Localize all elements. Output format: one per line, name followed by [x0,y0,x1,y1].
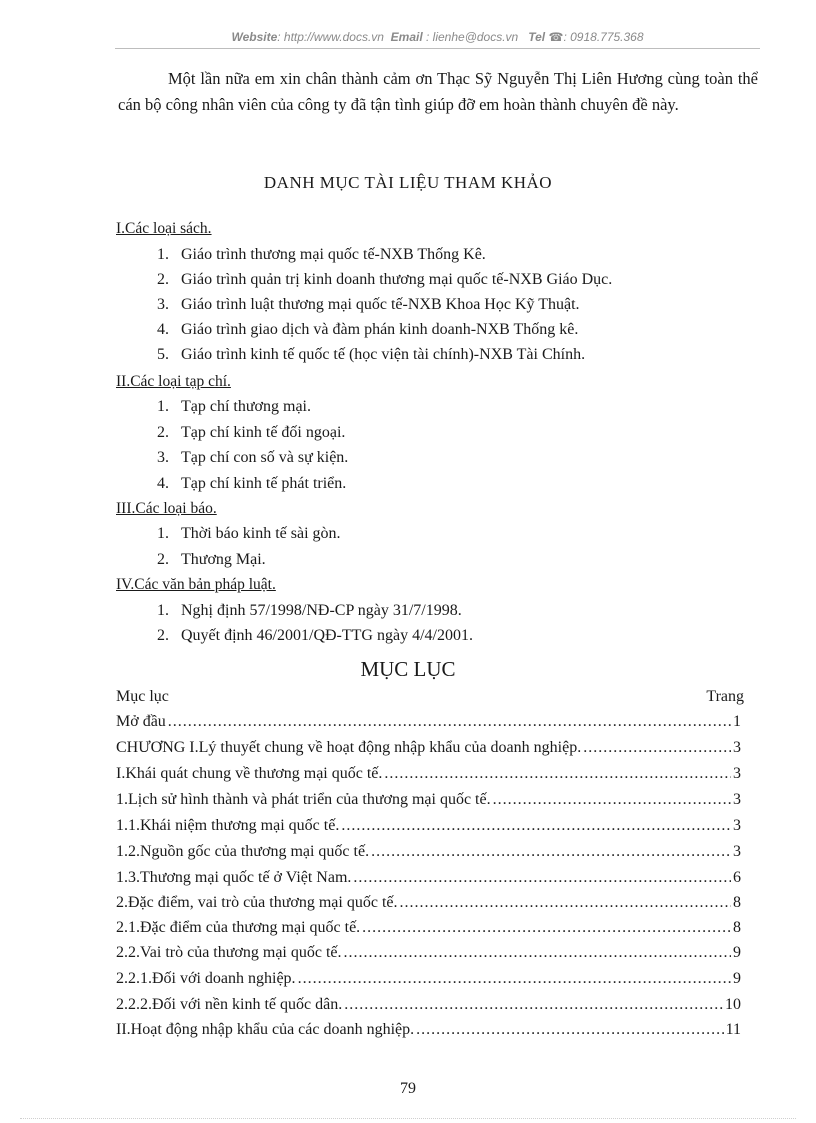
toc-row[interactable]: 1.3.Thương mại quốc tế ở Việt Nam. ..... 6 [116,869,741,887]
header-divider [115,48,760,49]
toc-col-right: Trang [706,688,744,705]
list-item: 4. Giáo trình giao dịch và đàm phán kinh doanh-NXB Thống kê. [157,321,579,338]
page-header [115,30,760,44]
toc-row[interactable]: 2.Đặc điểm, vai trò của thương mại quốc tế. ..... 8 [116,894,741,912]
toc-row[interactable]: 1.2.Nguồn gốc của thương mại quốc tế. ..... 3 [116,843,741,861]
list-item: 4. Tạp chí kinh tế phát triển. [157,475,347,492]
list-item: 1. Nghị định 57/1998/NĐ-CP ngày 31/7/1998. [157,602,462,619]
list-item: 1. Giáo trình thương mại quốc tế-NXB Thống Kê. [157,246,486,263]
list-item: 2. Thương Mại. [157,551,266,568]
list-item: 3. Giáo trình luật thương mại quốc tế-NXB Khoa Học Kỹ Thuật. [157,296,580,313]
website-value[interactable]: : http://www.docs.vn [277,30,384,44]
section-heading-newspapers: III.Các loại báo. [116,500,217,517]
page-number: 79 [400,1080,416,1097]
list-item: 1. Tạp chí thương mại. [157,398,311,415]
tel-value: : 0918.775.368 [563,30,644,44]
toc-row[interactable]: 1.Lịch sử hình thành và phát triển của thương mại quốc tế. ..... 3 [116,791,741,809]
toc-row[interactable]: 1.1.Khái niệm thương mại quốc tế. ..... 3 [116,817,741,835]
intro-text: Một lần nữa em xin chân thành cảm ơn Thạc Sỹ Nguyễn Thị Liên Hương cùng toàn thể cán bộ công nhân viên của công ty đã tận tình giúp đỡ em hoàn thành chuyên đề này. [118,69,758,114]
toc-title: MỤC LỤC [360,657,456,681]
list-item: 1. Thời báo kinh tế sài gòn. [157,525,341,542]
section-heading-magazines: II.Các loại tạp chí. [116,373,231,390]
website-label: Website [231,30,278,44]
list-item: 3. Tạp chí con số và sự kiện. [157,449,349,466]
toc-row[interactable]: Mở đầu ..... 1 [116,713,741,731]
intro-paragraph [118,66,758,118]
toc-row[interactable]: 2.2.1.Đối với doanh nghiệp. ..... 9 [116,970,741,988]
tel-label: Tel [528,30,546,44]
toc-col-left: Mục lục [116,688,169,705]
toc-row[interactable]: 2.2.Vai trò của thương mại quốc tế. ..... 9 [116,944,741,962]
email-label: Email [390,30,423,44]
section-heading-books: I.Các loại sách. [116,220,212,237]
toc-row[interactable]: II.Hoạt động nhập khẩu của các doanh nghiệp. ..... 11 [116,1021,741,1039]
list-item: 2. Giáo trình quản trị kinh doanh thương mại quốc tế-NXB Giáo Dục. [157,271,613,288]
toc-row[interactable]: 2.1.Đặc điểm của thương mại quốc tế. ..... 8 [116,919,741,937]
list-item: 5. Giáo trình kinh tế quốc tế (học viện tài chính)-NXB Tài Chính. [157,346,586,363]
toc-row[interactable]: I.Khái quát chung về thương mại quốc tế. ..... 3 [116,765,741,783]
footer-divider [20,1118,796,1119]
phone-icon: ☎ [548,30,564,44]
toc-header [116,688,744,706]
toc-row[interactable]: CHƯƠNG I.Lý thuyết chung về hoạt động nhập khẩu của doanh nghiệp. ..... 3 [116,739,741,757]
email-value[interactable]: : lienhe@docs.vn [426,30,519,44]
references-title: DANH MỤC TÀI LIỆU THAM KHẢO [263,173,553,192]
list-item: 2. Quyết định 46/2001/QĐ-TTG ngày 4/4/2001. [157,627,473,644]
section-heading-legal-documents: IV.Các văn bản pháp luật. [116,576,276,593]
list-item: 2. Tạp chí kinh tế đối ngoại. [157,424,346,441]
toc-row[interactable]: 2.2.2.Đối với nền kinh tế quốc dân. ..... 10 [116,996,741,1014]
